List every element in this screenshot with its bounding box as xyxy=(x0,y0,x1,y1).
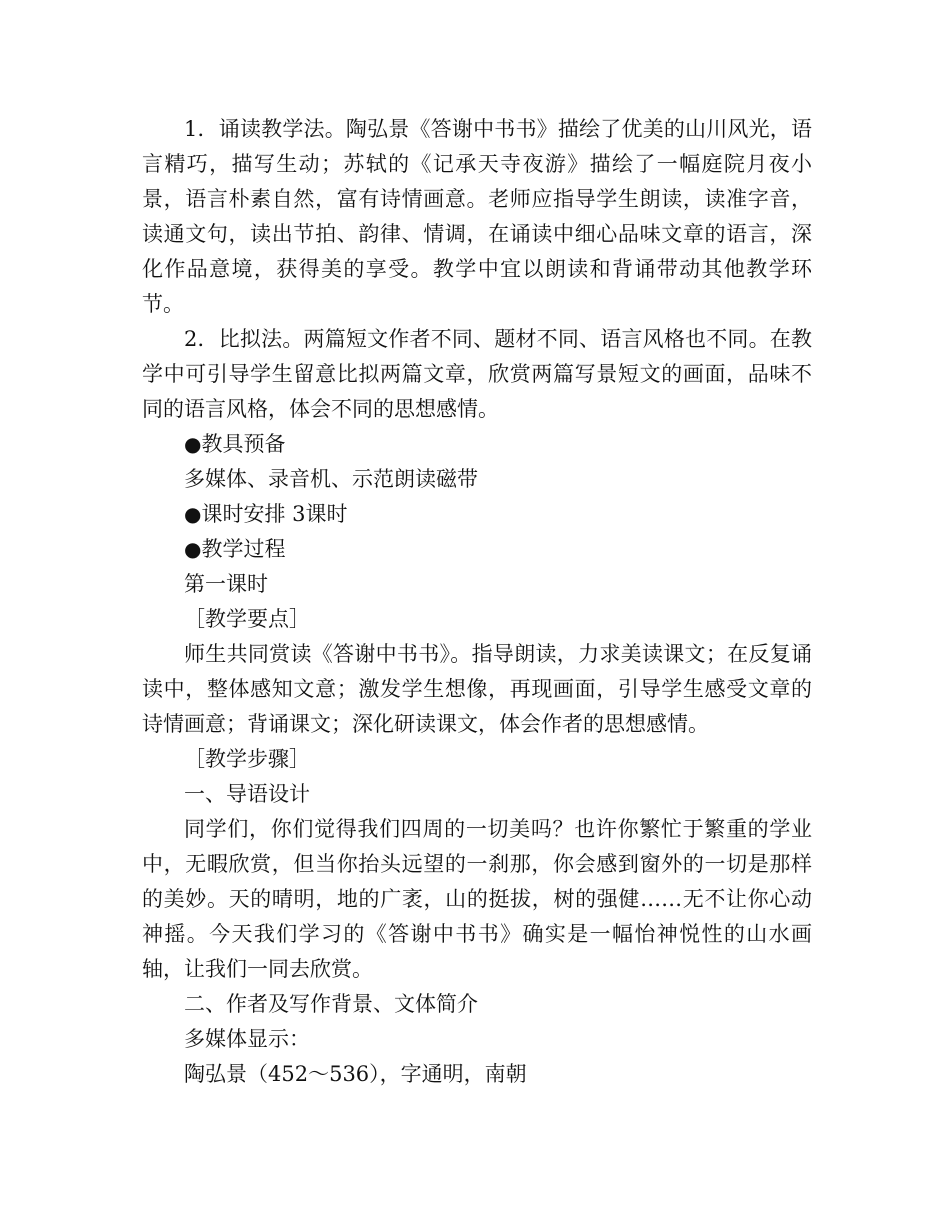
schedule-label: 课时安排 3课时 xyxy=(201,502,348,526)
step-one-paragraph: 同学们，你们觉得我们四周的一切美吗？也许你繁忙于繁重的学业中，无暇欣赏，但当你抬头远望的一刹那，你会感到窗外的一切是那样的美妙。天的晴明，地的广袤，山的挺拔，树的强健……无不让你心动神摇。今天我们学习的《答谢中书书》确实是一幅怡神悦性的山水画轴，让我们一同去欣赏。 xyxy=(142,817,812,981)
schedule-heading xyxy=(142,497,812,532)
process-label: 教学过程 xyxy=(201,537,286,561)
teaching-aids-label: 教具预备 xyxy=(201,432,286,456)
key-points-heading: ［教学要点］ xyxy=(184,607,310,631)
process-heading xyxy=(142,532,812,567)
bullet-icon: ● xyxy=(184,502,202,526)
key-points-paragraph: 师生共同赏读《答谢中书书》。指导朗读，力求美读课文；在反复诵读中，整体感知文意；激发学生想像，再现画面，引导学生感受文章的诗情画意；背诵课文；深化研读课文，体会作者的思想感情。 xyxy=(142,642,812,736)
author-intro-line: 陶弘景（452～536），字通明，南朝 xyxy=(184,1062,527,1086)
step-two-heading: 二、作者及写作背景、文体简介 xyxy=(184,992,478,1016)
bullet-icon: ● xyxy=(184,537,202,561)
multimedia-display-label: 多媒体显示： xyxy=(184,1027,310,1051)
lesson-one-heading: 第一课时 xyxy=(184,572,268,596)
method-recitation-paragraph: 1．诵读教学法。陶弘景《答谢中书书》描绘了优美的山川风光，语言精巧，描写生动；苏轼的《记承天寺夜游》描绘了一幅庭院月夜小景，语言朴素自然，富有诗情画意。老师应指导学生朗读，读准字音，读通文句，读出节拍、韵律、情调，在诵读中细心品味文章的语言，深化作品意境，获得美的享受。教学中宜以朗读和背诵带动其他教学环节。 xyxy=(142,117,812,316)
method-comparison-paragraph: 2．比拟法。两篇短文作者不同、题材不同、语言风格也不同。在教学中可引导学生留意比拟两篇文章，欣赏两篇写景短文的画面，品味不同的语言风格，体会不同的思想感情。 xyxy=(142,327,812,421)
teaching-aids-list: 多媒体、录音机、示范朗读磁带 xyxy=(184,467,478,491)
step-one-heading: 一、导语设计 xyxy=(184,782,310,806)
bullet-icon: ● xyxy=(184,432,202,456)
teaching-aids-heading xyxy=(142,427,812,462)
steps-heading: ［教学步骤］ xyxy=(184,747,310,771)
document-page xyxy=(142,112,812,1092)
